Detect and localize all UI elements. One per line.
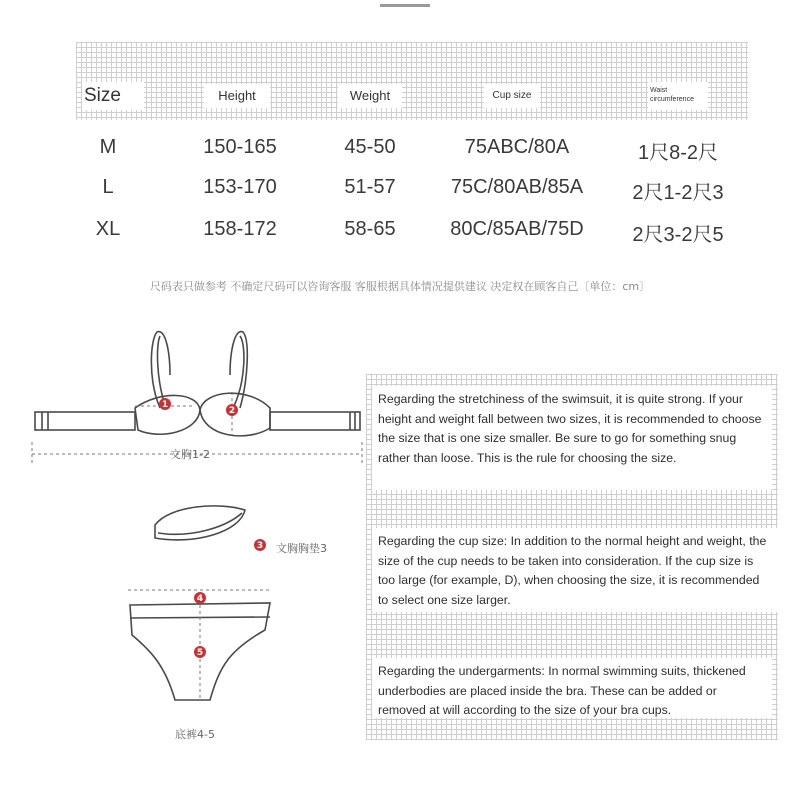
bottom-label: 底裤4-5 (175, 728, 215, 741)
bra-label: 文胸1-2 (170, 448, 210, 461)
advice-stretchiness: Regarding the stretchiness of the swimsuit, it is quite strong. If your height and weight fall between two sizes, it is recommended to choose the size that is one size smaller. Be sure to go for something snug rather than loose. This is the rule for choosing the size. (372, 386, 772, 490)
advice-cup-size: Regarding the cup size: In addition to the normal height and weight, the size of the cup needs to be taken into consideration. If the cup size is too large (for example, D), when choosing the size, it is recommended to select one size larger. (372, 528, 778, 612)
bra-strap-right (230, 332, 247, 408)
size-row-m (0, 136, 800, 166)
garment-drawing (20, 320, 365, 750)
garment-illustrations (20, 320, 365, 750)
cell-waist: 2尺1-2尺3 (632, 182, 724, 204)
header-height: Height (204, 84, 270, 108)
cell-weight: 58-65 (344, 218, 396, 240)
size-row-xl (0, 218, 800, 248)
size-row-l (0, 176, 800, 206)
header-waist: Waist circumference (648, 82, 708, 110)
size-chart-header (76, 42, 748, 120)
cell-cup: 75C/80AB/85A (450, 176, 584, 198)
marker-5-number: 5 (196, 648, 204, 658)
cell-size: XL (95, 218, 121, 240)
cell-waist: 2尺3-2尺5 (632, 224, 724, 246)
cell-height: 153-170 (203, 176, 277, 198)
cell-size: M (99, 136, 117, 158)
bra-band-left (35, 412, 135, 430)
marker-1-number: 1 (161, 400, 169, 410)
cell-cup: 80C/85AB/75D (450, 218, 584, 240)
pad-label: 文胸胸垫3 (276, 542, 327, 555)
marker-3-number: 3 (256, 541, 264, 551)
header-size: Size (82, 82, 144, 110)
cell-cup: 75ABC/80A (464, 136, 570, 158)
header-weight: Weight (338, 84, 402, 108)
size-chart-note: 尺码表只做参考 不确定尺码可以咨询客服 客服根据具体情况提供建议 决定权在顾客自己〔单位：cm〕 (149, 280, 651, 293)
cell-height: 158-172 (203, 218, 277, 240)
marker-4-number: 4 (196, 594, 204, 604)
header-cup-size: Cup size (484, 84, 540, 108)
cell-waist: 1尺8-2尺 (637, 142, 719, 164)
cell-weight: 45-50 (344, 136, 396, 158)
marker-2-number: 2 (228, 406, 236, 416)
cell-size: L (102, 176, 114, 198)
advice-undergarments: Regarding the undergarments: In normal swimming suits, thickened underbodies are placed inside the bra. These can be added or removed at will according to the size of your bra cups. (372, 658, 772, 718)
top-decoration (380, 0, 430, 7)
bra-band-right (270, 412, 360, 430)
cell-height: 150-165 (203, 136, 277, 158)
cell-weight: 51-57 (344, 176, 396, 198)
sizing-advice-panels (366, 374, 778, 740)
